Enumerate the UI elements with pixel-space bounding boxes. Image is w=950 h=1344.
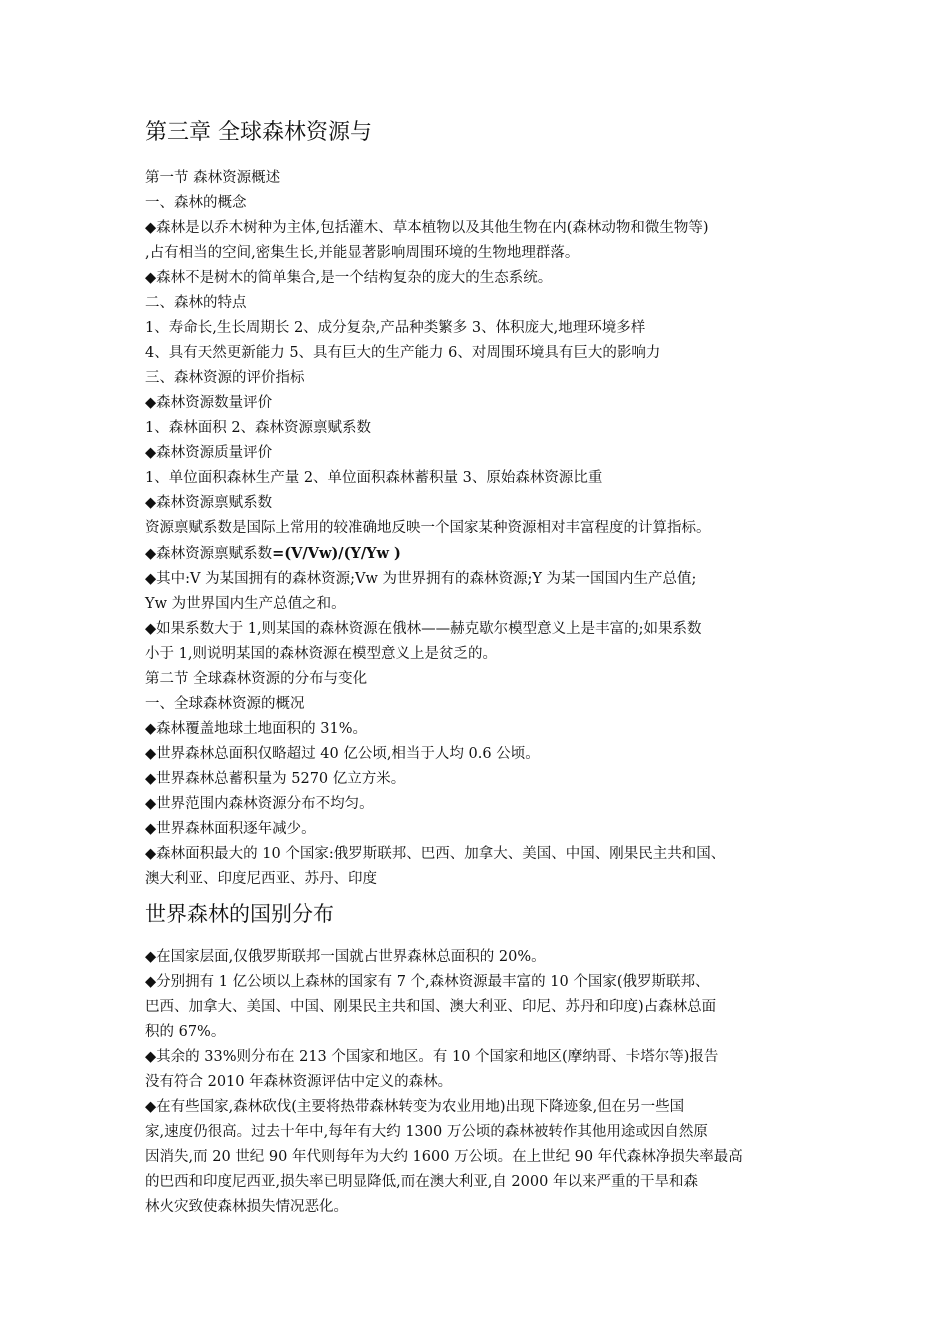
bullet-item: ◆世界森林总蓄积量为 5270 亿立方米。 — [145, 771, 406, 787]
bullet-heading: ◆森林资源数量评价 — [145, 395, 273, 411]
document-page — [145, 118, 813, 1220]
paragraph-line: 资源禀赋系数是国际上常用的较准确地反映一个国家某种资源相对丰富程度的计算指标。 — [145, 520, 711, 536]
formula-line — [145, 541, 813, 567]
paragraph-line: 积的 67%。 — [145, 1024, 226, 1040]
paragraph-line: 巴西、加拿大、美国、中国、刚果民主共和国、澳大利亚、印尼、苏丹和印度)占森林总面 — [145, 999, 717, 1015]
paragraph-line: 林火灾致使森林损失情况恶化。 — [145, 1199, 348, 1215]
formula-expression: =(V/Vw)/(Y/Yw ) — [272, 545, 401, 562]
bullet-item: ◆在国家层面,仅俄罗斯联邦一国就占世界森林总面积的 20%。 — [145, 949, 546, 965]
subsection-heading: 一、全球森林资源的概况 — [145, 696, 305, 712]
subsection-heading: 三、森林资源的评价指标 — [145, 370, 305, 386]
bullet-item: ◆森林面积最大的 10 个国家:俄罗斯联邦、巴西、加拿大、美国、中国、刚果民主共和国、 — [145, 846, 726, 862]
paragraph-line: 没有符合 2010 年森林资源评估中定义的森林。 — [145, 1074, 453, 1090]
paragraph-line: 小于 1,则说明某国的森林资源在模型意义上是贫乏的。 — [145, 646, 497, 662]
bullet-item: ◆世界森林面积逐年减少。 — [145, 821, 316, 837]
bullet-item: ◆分别拥有 1 亿公顷以上森林的国家有 7 个,森林资源最丰富的 10 个国家(俄罗斯联邦、 — [145, 974, 710, 990]
paragraph-line: ◆森林是以乔木树种为主体,包括灌木、草本植物以及其他生物在内(森林动物和微生物等) — [145, 220, 709, 236]
bullet-item: ◆其余的 33%则分布在 213 个国家和地区。有 10 个国家和地区(摩纳哥、卡塔尔等)报告 — [145, 1049, 719, 1065]
paragraph-line: 4、具有天然更新能力 5、具有巨大的生产能力 6、对周围环境具有巨大的影响力 — [145, 345, 661, 361]
subsection-heading: 一、森林的概念 — [145, 195, 247, 211]
subsection-heading: 二、森林的特点 — [145, 295, 247, 311]
chapter-title: 第三章 全球森林资源与 — [145, 120, 372, 145]
paragraph-line: 1、森林面积 2、森林资源禀赋系数 — [145, 420, 372, 436]
bullet-heading: ◆森林资源禀赋系数 — [145, 495, 273, 511]
paragraph-line: Yw 为世界国内生产总值之和。 — [145, 596, 346, 612]
paragraph-line: ,占有相当的空间,密集生长,并能显著影响周围环境的生物地理群落。 — [145, 245, 580, 261]
bullet-item: ◆森林覆盖地球土地面积的 31%。 — [145, 721, 367, 737]
section-heading: 第一节 森林资源概述 — [145, 170, 281, 186]
paragraph-line: 因消失,而 20 世纪 90 年代则每年为大约 1600 万公顷。在上世纪 90 年代森林净损失率最高 — [145, 1149, 743, 1165]
bullet-item: ◆在有些国家,森林砍伐(主要将热带森林转变为农业用地)出现下降迹象,但在另一些国 — [145, 1099, 685, 1115]
paragraph-line: 家,速度仍很高。过去十年中,每年有大约 1300 万公顷的森林被转作其他用途或因自然原 — [145, 1124, 708, 1140]
paragraph-line: 1、寿命长,生长周期长 2、成分复杂,产品种类繁多 3、体积庞大,地理环境多样 — [145, 320, 646, 336]
formula-label: ◆森林资源禀赋系数 — [145, 546, 273, 562]
paragraph-line: 的巴西和印度尼西亚,损失率已明显降低,而在澳大利亚,自 2000 年以来严重的干旱和森 — [145, 1174, 698, 1190]
paragraph-line: 澳大利亚、印度尼西亚、苏丹、印度 — [145, 871, 377, 887]
paragraph-line: ◆其中:V 为某国拥有的森林资源;Vw 为世界拥有的森林资源;Y 为某一国国内生产总值; — [145, 571, 697, 587]
bullet-item: ◆世界范围内森林资源分布不均匀。 — [145, 796, 374, 812]
bullet-item: ◆世界森林总面积仅略超过 40 亿公顷,相当于人均 0.6 公顷。 — [145, 746, 540, 762]
distribution-heading: 世界森林的国别分布 — [145, 902, 334, 926]
paragraph-line: ◆如果系数大于 1,则某国的森林资源在俄林——赫克歇尔模型意义上是丰富的;如果系数 — [145, 621, 702, 637]
section-heading: 第二节 全球森林资源的分布与变化 — [145, 671, 368, 687]
paragraph-line: ◆森林不是树木的简单集合,是一个结构复杂的庞大的生态系统。 — [145, 270, 553, 286]
paragraph-line: 1、单位面积森林生产量 2、单位面积森林蓄积量 3、原始森林资源比重 — [145, 470, 603, 486]
bullet-heading: ◆森林资源质量评价 — [145, 445, 273, 461]
